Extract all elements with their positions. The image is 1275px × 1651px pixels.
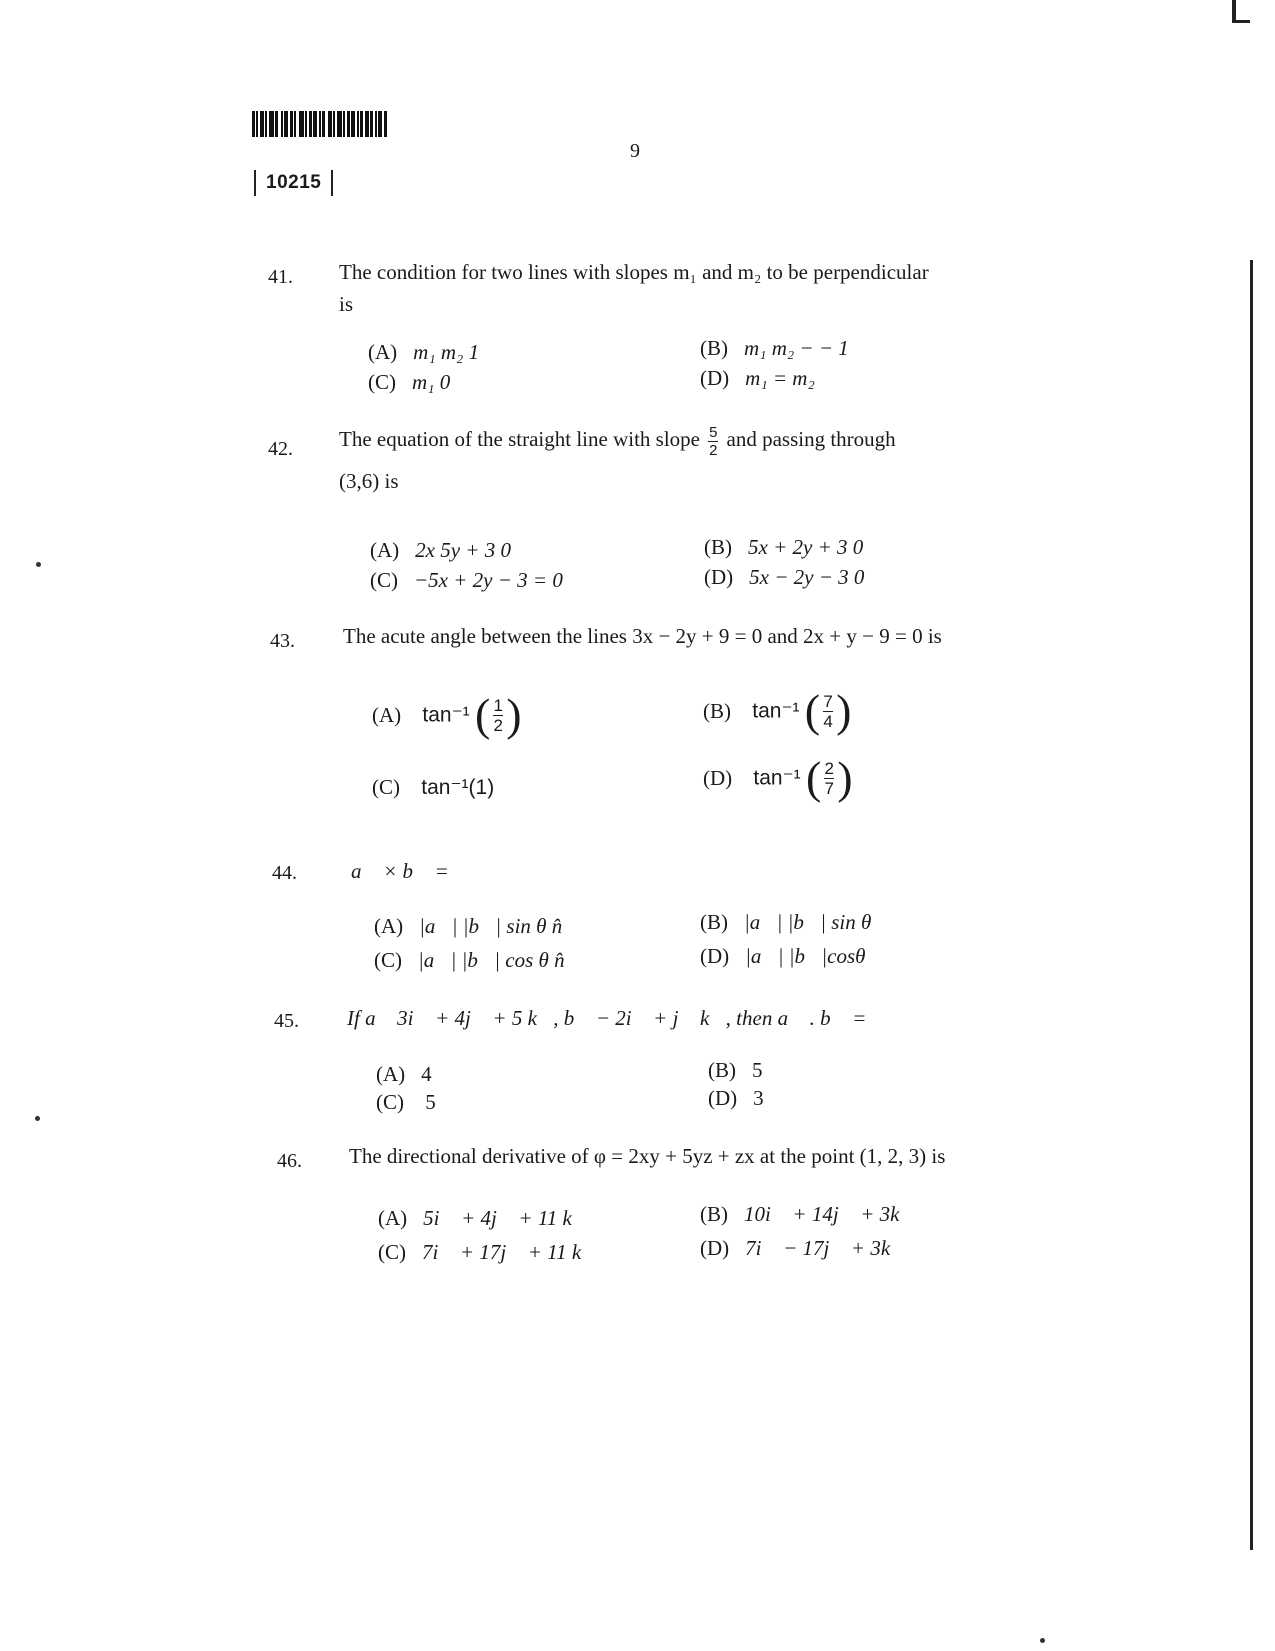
option-text: 3 xyxy=(753,1086,764,1110)
option-text: |a⃗| |b⃗| sin θ n̂ xyxy=(419,914,563,938)
option-label: (C) xyxy=(376,1090,404,1114)
option-label: (B) xyxy=(700,1202,728,1226)
option-text: 5i⃗ + 4j⃗ + 11 k⃗ xyxy=(423,1206,589,1230)
question-text-line: (3,6) is xyxy=(339,468,399,493)
question-text-line: is xyxy=(339,292,354,316)
option-label: (B) xyxy=(703,698,731,723)
option-text: |a⃗| |b⃗| sin θ xyxy=(744,910,872,934)
question-number: 42. xyxy=(268,438,293,460)
option-d[interactable] xyxy=(700,1236,907,1261)
function-name: tan⁻¹ xyxy=(422,703,470,727)
question-text: The directional derivative of φ = 2xy + 5yz + zx at the point (1, 2, 3) is xyxy=(349,1144,946,1168)
question-number: 46. xyxy=(277,1150,302,1172)
option-d[interactable] xyxy=(703,752,853,803)
option-label: (D) xyxy=(708,1086,738,1110)
question-text-part: The equation of the straight line with slope xyxy=(339,427,700,451)
option-label: (C) xyxy=(372,775,400,799)
fraction-numerator: 1 xyxy=(493,695,503,715)
question-text-formula: If a⃗ 3i⃗ + 4j⃗ + 5 k⃗, b⃗ − 2i⃗ + j⃗ k⃗, then a⃗ . b⃗ = xyxy=(347,1006,867,1030)
option-b[interactable] xyxy=(700,910,871,935)
option-text: tan⁻¹(1) xyxy=(421,776,495,799)
scan-speck xyxy=(1040,1638,1045,1643)
option-a[interactable] xyxy=(370,538,511,563)
fraction-denominator: 7 xyxy=(824,778,834,798)
option-d[interactable] xyxy=(700,366,815,391)
question-text-line: The condition for two lines with slopes m₁ and m₂ to be perpendicular xyxy=(339,260,929,284)
option-b[interactable] xyxy=(703,685,852,736)
option-label: (B) xyxy=(700,910,728,934)
option-a[interactable] xyxy=(374,914,562,939)
fraction: ( $\frac{7}{4}$ ) xyxy=(804,685,852,736)
option-label: (B) xyxy=(700,336,728,360)
option-b[interactable] xyxy=(708,1058,763,1083)
question-text xyxy=(339,256,1019,320)
option-text: 4 xyxy=(421,1062,432,1086)
option-label: (C) xyxy=(374,948,402,972)
option-label: (C) xyxy=(378,1240,406,1264)
option-label: (D) xyxy=(700,944,730,968)
function-name: tan⁻¹ xyxy=(752,699,800,723)
option-label: (A) xyxy=(372,702,402,727)
question-text-part: and passing through xyxy=(726,427,896,451)
fraction-denominator: 2 xyxy=(493,715,503,735)
option-text: m₁ m₂ 1 xyxy=(413,340,480,364)
scan-edge-mark xyxy=(1232,20,1250,23)
fraction xyxy=(708,424,718,459)
option-label: (D) xyxy=(704,565,734,589)
question-number: 45. xyxy=(274,1010,299,1032)
option-a[interactable] xyxy=(368,340,479,365)
option-label: (C) xyxy=(370,568,398,592)
option-text: m₁ 0 xyxy=(412,370,451,394)
option-label: (B) xyxy=(708,1058,736,1082)
option-label: (D) xyxy=(700,366,730,390)
option-label: (A) xyxy=(368,340,398,364)
barcode xyxy=(252,111,400,137)
fraction-numerator: 5 xyxy=(709,423,718,441)
option-label: (A) xyxy=(378,1206,408,1230)
option-a[interactable] xyxy=(376,1062,432,1087)
fraction-denominator: 4 xyxy=(823,711,833,731)
question-number: 41. xyxy=(268,266,293,288)
scan-speck xyxy=(36,562,41,567)
option-b[interactable] xyxy=(704,535,863,560)
paper-code: 10215 xyxy=(254,170,333,196)
option-b[interactable] xyxy=(700,336,849,361)
option-label: (C) xyxy=(368,370,396,394)
option-text: 5x − 2y − 3 0 xyxy=(749,565,865,589)
question-text xyxy=(351,855,449,887)
option-label: (A) xyxy=(376,1062,406,1086)
option-label: (A) xyxy=(374,914,404,938)
question-text xyxy=(339,423,1019,497)
option-text: 10i⃗ + 14j⃗ + 3k⃗ xyxy=(744,1202,916,1226)
option-c[interactable] xyxy=(376,1090,436,1115)
option-a[interactable] xyxy=(378,1206,588,1231)
option-text: |a⃗| |b⃗|cosθ xyxy=(745,944,866,968)
fraction: ( $\frac{2}{7}$ ) xyxy=(805,752,853,803)
fraction: ( $\frac{1}{2}$ ) xyxy=(474,689,522,740)
option-text: m₁ m₂ − − 1 xyxy=(744,336,849,360)
option-a[interactable] xyxy=(372,689,522,740)
option-c[interactable] xyxy=(370,568,563,593)
fraction-numerator: 7 xyxy=(823,691,833,711)
option-text: 2x 5y + 3 0 xyxy=(415,538,511,562)
option-text: −5x + 2y − 3 = 0 xyxy=(414,568,563,592)
scan-edge-line xyxy=(1250,260,1253,1550)
option-label: (B) xyxy=(704,535,732,559)
option-d[interactable] xyxy=(700,944,865,969)
option-c[interactable] xyxy=(374,948,565,973)
option-b[interactable] xyxy=(700,1202,916,1227)
question-text-formula: a⃗ × b⃗ = xyxy=(351,859,449,883)
question-number: 44. xyxy=(272,862,297,884)
option-c[interactable] xyxy=(368,370,450,395)
page-number: 9 xyxy=(630,140,640,162)
option-text: 5x + 2y + 3 0 xyxy=(748,535,864,559)
function-name: tan⁻¹ xyxy=(753,766,801,790)
fraction-denominator: 2 xyxy=(709,441,718,459)
option-text: 7i⃗ + 17j⃗ + 11 k⃗ xyxy=(422,1240,598,1264)
option-d[interactable] xyxy=(708,1086,764,1111)
option-label: (D) xyxy=(703,765,733,790)
option-label: (D) xyxy=(700,1236,730,1260)
option-c[interactable] xyxy=(372,775,494,800)
question-text-line xyxy=(339,423,1019,459)
scan-speck xyxy=(35,1116,40,1121)
scan-edge-mark xyxy=(1232,0,1236,22)
option-text: m₁ = m₂ xyxy=(745,366,815,390)
question-number: 43. xyxy=(270,630,295,652)
question-text: The acute angle between the lines 3x − 2y + 9 = 0 and 2x + y − 9 = 0 is xyxy=(343,624,942,648)
option-text: |a⃗| |b⃗| cos θ n̂ xyxy=(418,948,565,972)
option-text: 5 xyxy=(420,1090,436,1114)
option-text: 5 xyxy=(752,1058,763,1082)
option-c[interactable] xyxy=(378,1240,598,1265)
fraction-numerator: 2 xyxy=(824,758,834,778)
question-text xyxy=(347,1002,1027,1034)
option-d[interactable] xyxy=(704,565,864,590)
option-text: 7i⃗ − 17j⃗ + 3k⃗ xyxy=(745,1236,907,1260)
option-label: (A) xyxy=(370,538,400,562)
